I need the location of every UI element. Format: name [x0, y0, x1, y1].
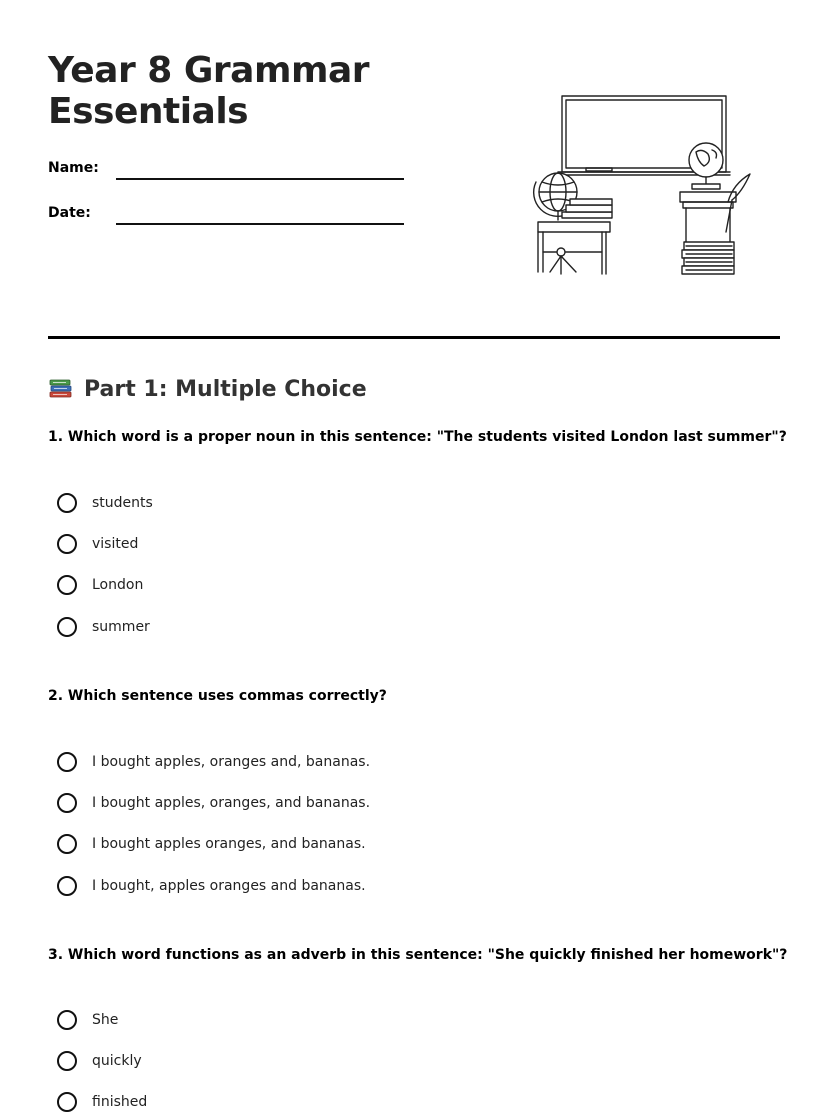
date-label: Date:: [48, 205, 91, 221]
option-label: quickly: [92, 1053, 142, 1069]
option-label: She: [92, 1012, 119, 1028]
option-label: students: [92, 495, 153, 511]
radio-button[interactable]: [57, 493, 77, 513]
question-1: 1. Which word is a proper noun in this sentence: "The students visited London last summer"?: [48, 429, 787, 445]
radio-button[interactable]: [57, 752, 77, 772]
worksheet-title: Year 8 Grammar Essentials: [48, 50, 370, 132]
option-label: I bought apples, oranges and, bananas.: [92, 754, 371, 770]
section-title: Part 1: Multiple Choice: [84, 376, 367, 402]
q1-option-c[interactable]: [57, 572, 143, 598]
header-divider: [48, 336, 780, 339]
q3-option-b[interactable]: [57, 1048, 142, 1074]
q2-option-c[interactable]: [57, 831, 366, 857]
radio-button[interactable]: [57, 1010, 77, 1030]
option-label: summer: [92, 619, 150, 635]
name-field: [48, 160, 408, 184]
q2-option-a[interactable]: [57, 749, 370, 775]
q3-option-a[interactable]: [57, 1007, 118, 1033]
q1-option-d[interactable]: [57, 614, 150, 640]
date-field: [48, 205, 408, 229]
q3-option-c[interactable]: [57, 1089, 147, 1115]
radio-button[interactable]: [57, 1092, 77, 1112]
radio-button[interactable]: [57, 1051, 77, 1071]
option-label: I bought, apples oranges and bananas.: [92, 878, 366, 894]
section-header: [48, 374, 367, 404]
name-blank-line: [116, 178, 404, 180]
q1-option-a[interactable]: [57, 490, 153, 516]
name-label: Name:: [48, 160, 99, 176]
option-label: finished: [92, 1094, 148, 1110]
radio-button[interactable]: [57, 534, 77, 554]
radio-button[interactable]: [57, 617, 77, 637]
radio-button[interactable]: [57, 876, 77, 896]
option-label: I bought apples oranges, and bananas.: [92, 836, 366, 852]
classroom-illustration: [528, 92, 758, 280]
date-blank-line: [116, 223, 404, 225]
option-label: I bought apples, oranges, and bananas.: [92, 795, 371, 811]
radio-button[interactable]: [57, 575, 77, 595]
option-label: visited: [92, 536, 139, 552]
question-2: 2. Which sentence uses commas correctly?: [48, 688, 387, 704]
books-icon: [48, 376, 74, 402]
radio-button[interactable]: [57, 793, 77, 813]
option-label: London: [92, 577, 144, 593]
question-3: 3. Which word functions as an adverb in this sentence: "She quickly finished her homework"?: [48, 947, 788, 963]
radio-button[interactable]: [57, 834, 77, 854]
q2-option-b[interactable]: [57, 790, 370, 816]
q1-option-b[interactable]: [57, 531, 138, 557]
q2-option-d[interactable]: [57, 873, 366, 899]
